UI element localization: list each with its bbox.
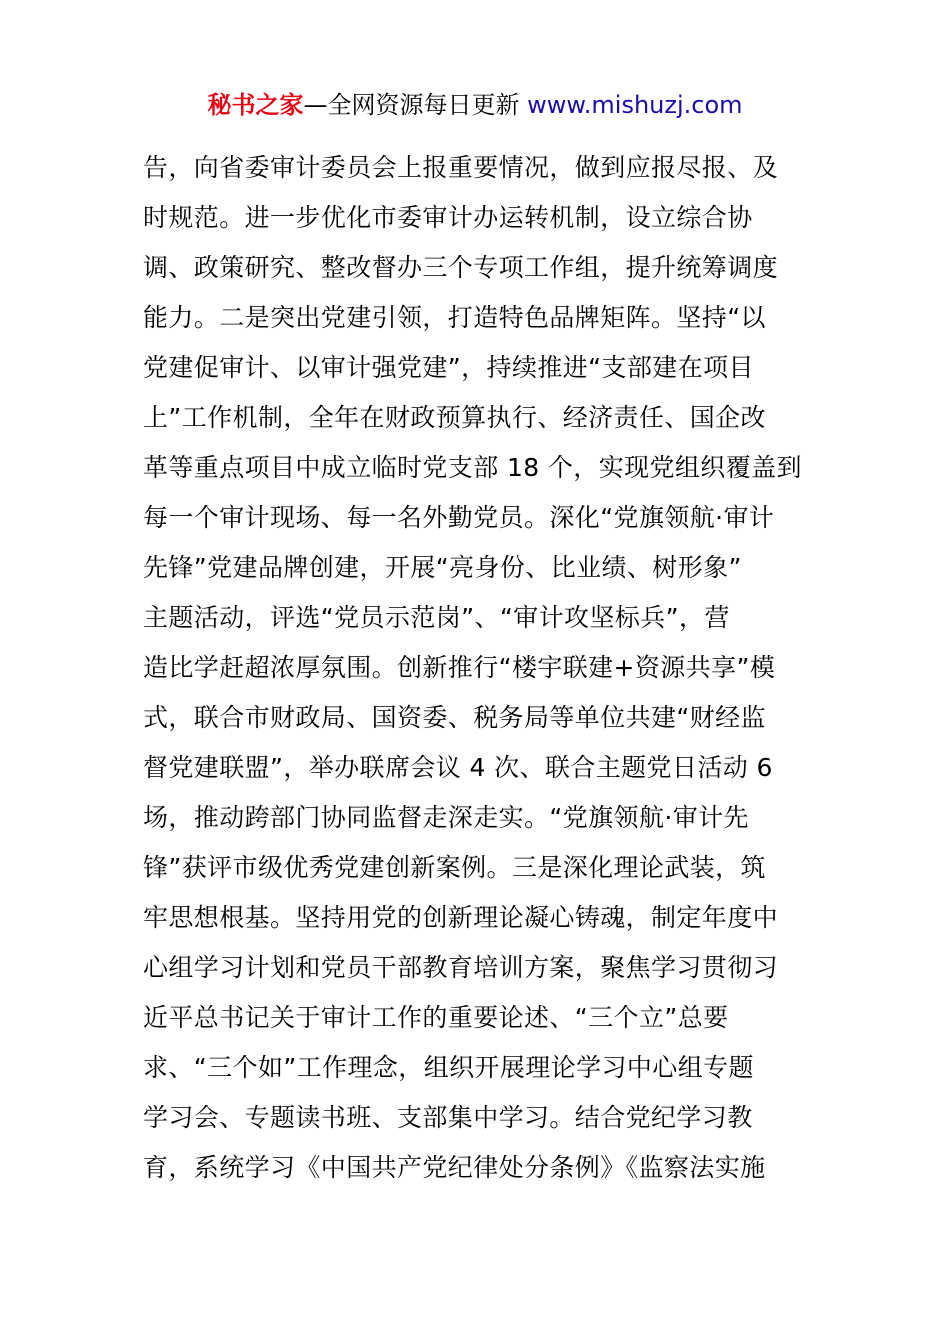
text-line: 求、“三个如”工作理念，组织开展理论学习中心组专题: [143, 1053, 754, 1082]
text-line: 心组学习计划和党员干部教育培训方案，聚焦学习贯彻习: [143, 953, 779, 982]
text-line: 场，推动跨部门协同监督走深走实。“党旗领航·审计先: [143, 803, 749, 832]
text-line: 党建促审计、以审计强党建”，持续推进“支部建在项目: [143, 353, 754, 382]
text-line: 育，系统学习《中国共产党纪律处分条例》《监察法实施: [143, 1153, 766, 1182]
site-slogan: —全网资源每日更新: [303, 91, 528, 119]
site-header: [0, 88, 950, 122]
text-line: 近平总书记关于审计工作的重要论述、“三个立”总要: [143, 1003, 729, 1032]
text-line: 调、政策研究、整改督办三个专项工作组，提升统筹调度: [143, 253, 779, 282]
text-line: 锋”获评市级优秀党建创新案例。三是深化理论武装，筑: [143, 853, 766, 882]
text-line: 先锋”党建品牌创建，开展“亮身份、比业绩、树形象”: [143, 553, 742, 582]
text-line: 主题活动，评选“党员示范岗”、“审计攻坚标兵”，营: [143, 603, 730, 632]
text-line: 督党建联盟”，举办联席会议 4 次、联合主题党日活动 6: [143, 753, 773, 782]
document-body: [143, 148, 813, 1198]
text-line: 告，向省委审计委员会上报重要情况，做到应报尽报、及: [143, 153, 779, 182]
text-line: 上”工作机制，全年在财政预算执行、经济责任、国企改: [143, 403, 766, 432]
site-url-link[interactable]: www.mishuzj.com: [527, 91, 743, 119]
text-line: 时规范。进一步优化市委审计办运转机制，设立综合协: [143, 203, 753, 232]
text-line: 革等重点项目中成立临时党支部 18 个，实现党组织覆盖到: [143, 453, 802, 482]
text-line: 每一个审计现场、每一名外勤党员。深化“党旗领航·审计: [143, 503, 775, 532]
text-line: 能力。二是突出党建引领，打造特色品牌矩阵。坚持“以: [143, 303, 766, 332]
text-line: 牢思想根基。坚持用党的创新理论凝心铸魂，制定年度中: [143, 903, 779, 932]
text-line: 造比学赶超浓厚氛围。创新推行“楼宇联建+资源共享”模: [143, 653, 776, 682]
text-line: 学习会、专题读书班、支部集中学习。结合党纪学习教: [143, 1103, 753, 1132]
brand-name: 秘书之家: [207, 91, 304, 119]
text-line: 式，联合市财政局、国资委、税务局等单位共建“财经监: [143, 703, 766, 732]
